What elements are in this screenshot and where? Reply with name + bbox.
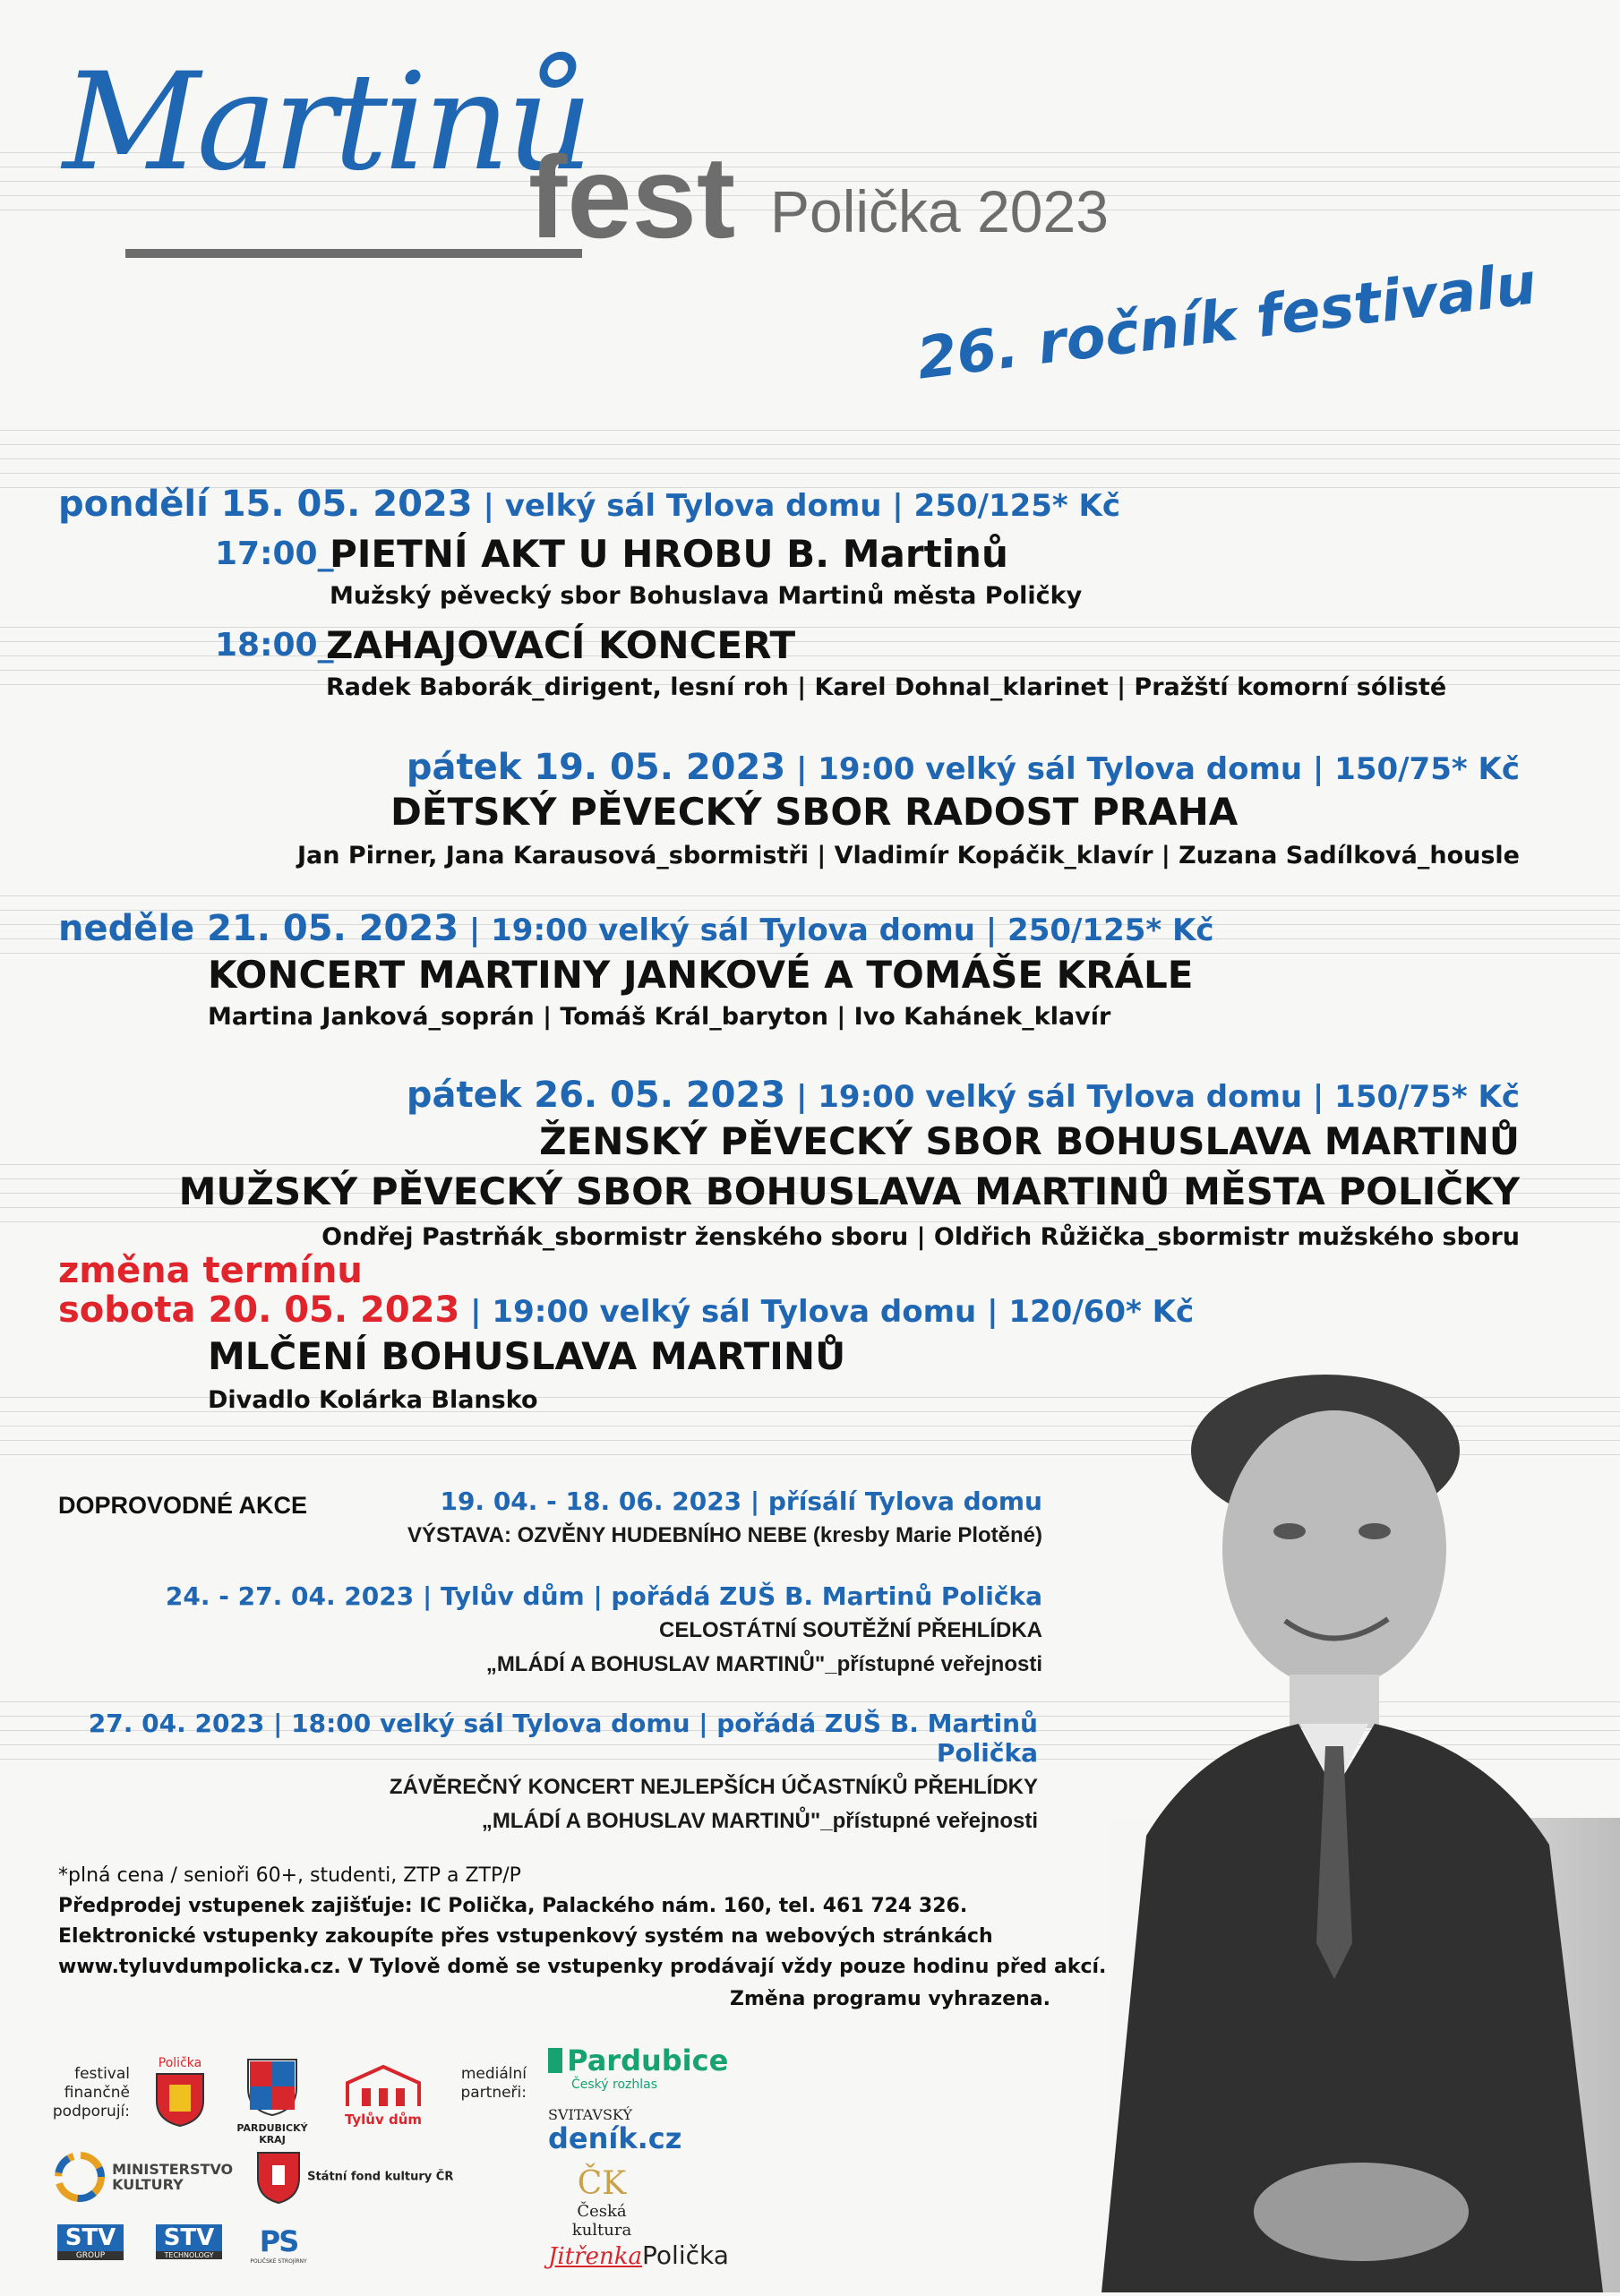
svitavsky-denik-logo: SVITAVSKÝ deník.cz <box>548 2106 682 2155</box>
event-date: pátek 26. 05. 2023 | 19:00 velký sál Tylova domu | 150/75* Kč <box>406 1075 1520 1116</box>
pardubice-radio-logo: Pardubice Český rozhlas <box>548 2043 728 2092</box>
event-date: neděle 21. 05. 2023 | 19:00 velký sál Tylova domu | 250/125* Kč <box>58 908 1214 949</box>
event-title-2: MUŽSKÝ PĚVECKÝ SBOR BOHUSLAVA MARTINŮ MĚSTA POLIČKY <box>178 1169 1520 1213</box>
ck-logo-mark: ČK <box>577 2165 627 2202</box>
composer-portrait <box>1066 1370 1620 2292</box>
tyluv-dum-logo: Tylův dům <box>339 2063 428 2128</box>
side-event-title: ZÁVĚREČNÝ KONCERT NEJLEPŠÍCH ÚČASTNÍKŮ PŘEHLÍDKY <box>389 1775 1038 1799</box>
event-time: 18:00_ <box>215 627 334 664</box>
date-change-note: změna termínu <box>58 1250 363 1291</box>
side-event-date: 27. 04. 2023 | 18:00 velký sál Tylova domu | pořádá ZUŠ B. Martinů Polička <box>88 1709 1038 1768</box>
side-event-title: CELOSTÁTNÍ SOUTĚŽNÍ PŘEHLÍDKA <box>658 1618 1042 1642</box>
footer-line: Elektronické vstupenky zakoupíte přes vstupenkový systém na webových stránkách <box>58 1925 993 1948</box>
event-title: PIETNÍ AKT U HROBU B. Martinů <box>330 532 1008 576</box>
logo-city-year: Polička 2023 <box>770 178 1109 244</box>
side-event <box>57 1581 1042 1677</box>
event-date: pátek 19. 05. 2023 | 19:00 velký sál Tylova domu | 150/75* Kč <box>406 747 1520 788</box>
policske-strojirny-logo: PS POLIČSKÉ STROJÍRNY <box>250 2224 307 2265</box>
side-event-date: 24. - 27. 04. 2023 | Tylův dům | pořádá ZUŠ B. Martinů Polička <box>165 1581 1042 1611</box>
program-change-note: Změna programu vyhrazena. <box>730 1988 1050 2010</box>
event-performers: Jan Pirner, Jana Karausová_sbormistři | Vladimír Kopáčik_klavír | Zuzana Sadílková_housle <box>297 842 1520 870</box>
support-label: festival finančně podporují: <box>52 2065 130 2120</box>
event-title: ŽENSKÝ PĚVECKÝ SBOR BOHUSLAVA MARTINŮ <box>539 1119 1520 1163</box>
footer-line: *plná cena / senioři 60+, studenti, ZTP a ZTP/P <box>58 1864 521 1887</box>
side-event <box>53 1709 1038 1834</box>
footer-line: www.tyluvdumpolicka.cz. V Tylově domě se vstupenky prodávají vždy pouze hodinu před akcí. <box>58 1956 1107 1978</box>
event-performers: Martina Janková_soprán | Tomáš Král_baryton | Ivo Kahánek_klavír <box>208 1003 1111 1031</box>
footer-notes <box>58 1861 1106 1983</box>
side-event-date: 19. 04. - 18. 06. 2023 | přísálí Tylova domu <box>440 1486 1042 1516</box>
event-title: MLČENÍ BOHUSLAVA MARTINŮ <box>208 1334 846 1378</box>
side-event-note: „MLÁDÍ A BOHUSLAV MARTINŮ"_přístupné veřejnosti <box>485 1652 1042 1676</box>
event-performers: Radek Baborák_dirigent, lesní roh | Karel Dohnal_klarinet | Pražští komorní sólisté <box>326 673 1447 701</box>
ceska-kultura-logo: ČK Česká kultura <box>548 2165 656 2240</box>
side-event <box>57 1486 1042 1548</box>
footer-line: Předprodej vstupenek zajišťuje: IC Polička, Palackého nám. 160, tel. 461 724 326. <box>58 1895 968 1917</box>
event-title: ZAHAJOVACÍ KONCERT <box>326 623 796 667</box>
stv-group-logo: STV GROUP <box>57 2224 124 2260</box>
side-event-title: VÝSTAVA: OZVĚNY HUDEBNÍHO NEBE (kresby Marie Plotěné) <box>407 1523 1042 1547</box>
event-performers: Mužský pěvecký sbor Bohuslava Martinů města Poličky <box>330 582 1083 610</box>
media-label: mediální partneři: <box>460 2065 527 2102</box>
side-events-heading: DOPROVODNÉ AKCE <box>58 1492 308 1519</box>
event-time: 17:00_ <box>215 535 334 572</box>
event-title: KONCERT MARTINY JANKOVÉ A TOMÁŠE KRÁLE <box>208 953 1194 997</box>
event-performers: Ondřej Pastrňák_sbormistr ženského sboru | Oldřich Růžička_sbormistr mužského sboru <box>321 1223 1520 1251</box>
logo-underline <box>125 249 582 258</box>
statni-fond-logo: Státní fond kultury ČR <box>254 2149 453 2205</box>
pardubicky-kraj-crest-icon: PARDUBICKÝ KRAJ <box>226 2056 319 2146</box>
event-date: sobota 20. 05. 2023 | 19:00 velký sál Tylova domu | 120/60* Kč <box>58 1289 1195 1331</box>
side-event-note: „MLÁDÍ A BOHUSLAV MARTINŮ"_přístupné veřejnosti <box>481 1809 1038 1833</box>
policka-crest-icon: Polička <box>150 2056 210 2131</box>
stv-technology-logo: STV TECHNOLOGY <box>156 2224 222 2259</box>
festival-logo <box>63 45 1137 278</box>
logo-fest: fest <box>528 132 736 262</box>
logo-script: Martinů <box>63 45 590 201</box>
ministerstvo-kultury-logo: MINISTERSTVO KULTURY <box>52 2149 233 2205</box>
event-performers: Divadlo Kolárka Blansko <box>208 1386 538 1414</box>
jitrenka-logo: JitřenkaPolička <box>548 2240 729 2270</box>
event-date: pondělí 15. 05. 2023 | velký sál Tylova domu | 250/125* Kč <box>58 484 1121 525</box>
event-title: DĚTSKÝ PĚVECKÝ SBOR RADOST PRAHA <box>390 790 1239 834</box>
edition-label: 26. ročník festivalu <box>913 251 1540 393</box>
